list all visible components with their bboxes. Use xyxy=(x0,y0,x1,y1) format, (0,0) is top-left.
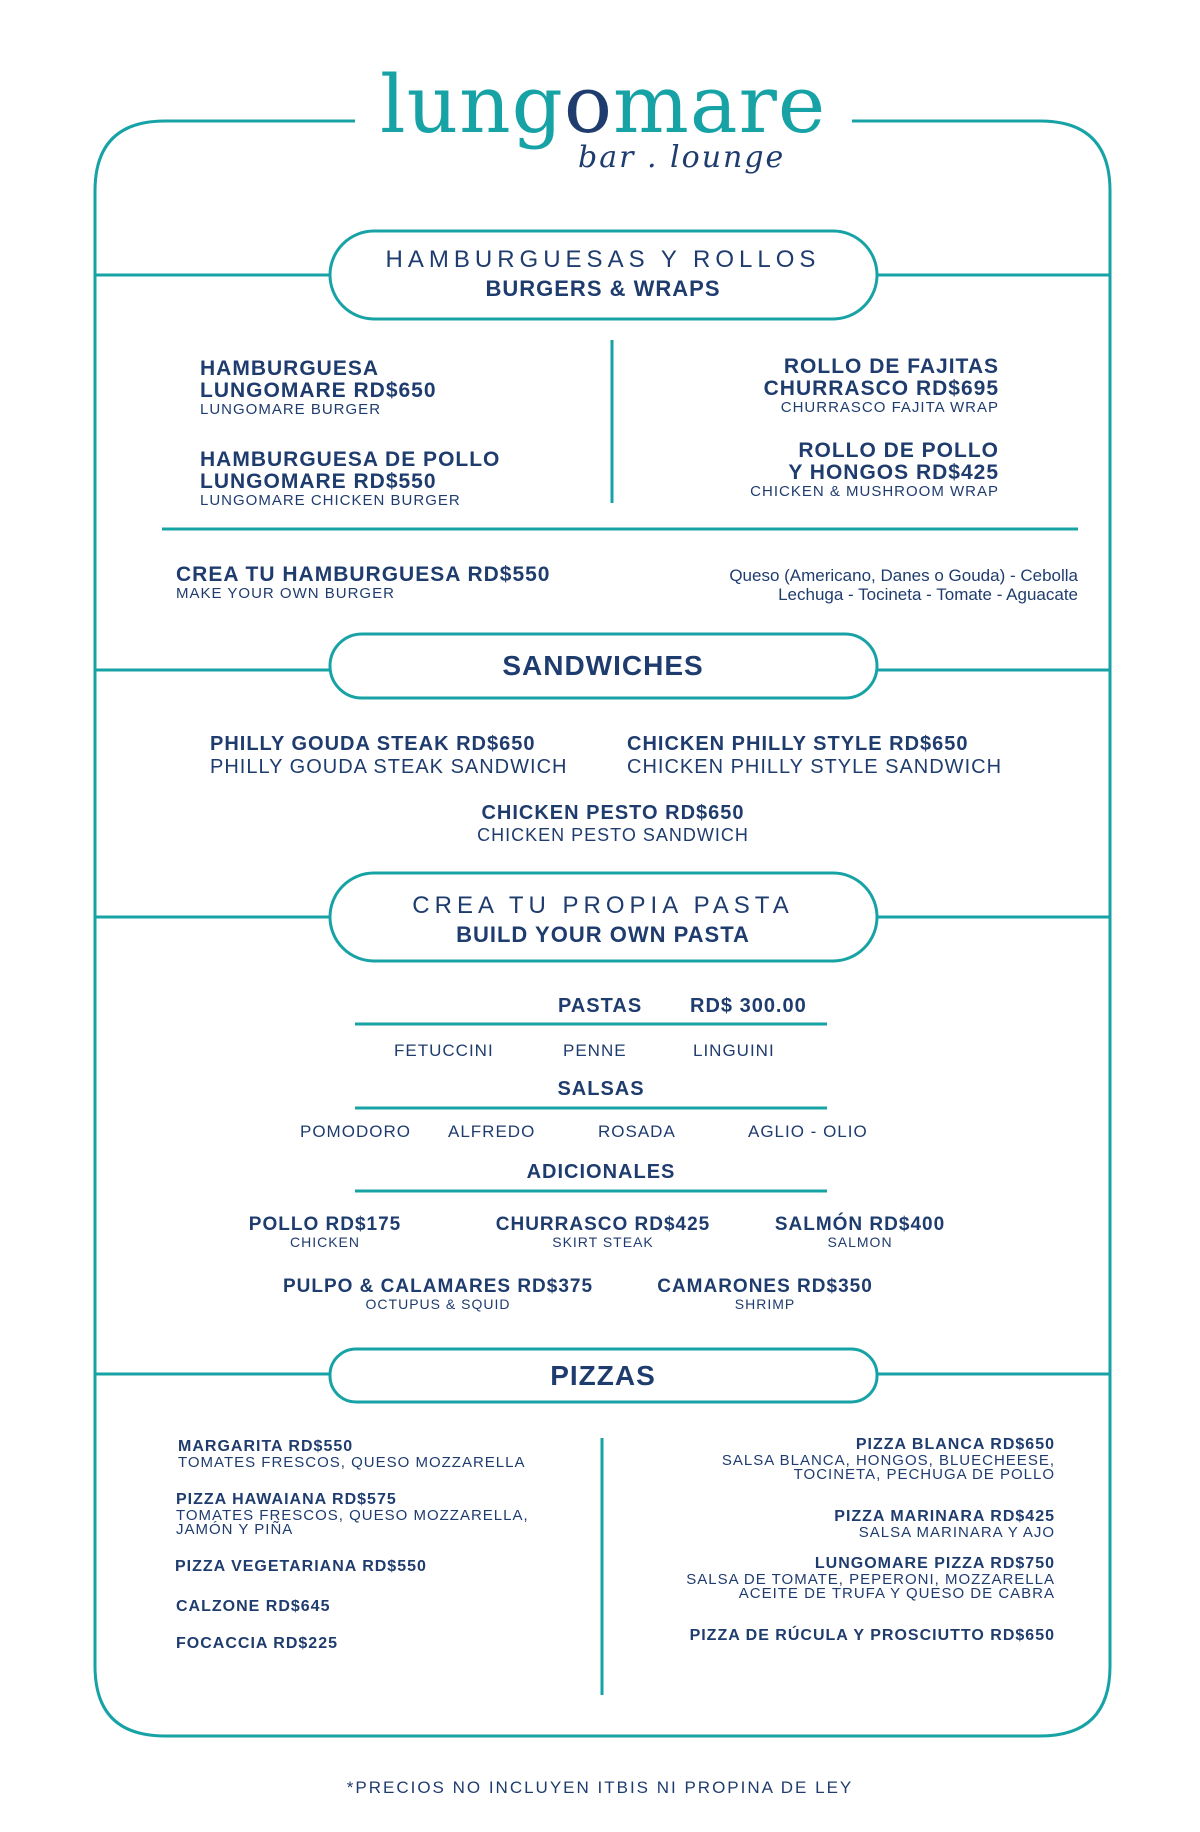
pizza-item xyxy=(175,1558,427,1576)
section-title-pasta xyxy=(333,892,873,948)
pasta-option: PENNE xyxy=(563,1041,627,1060)
item-name: Y HONGOS RD$425 xyxy=(788,461,999,484)
item-name: MARGARITA RD$550 xyxy=(178,1438,354,1455)
item-name: PIZZA MARINARA RD$425 xyxy=(834,1508,1055,1525)
item-name: ROLLO DE FAJITAS xyxy=(783,355,999,378)
item-description: CHURRASCO FAJITA WRAP xyxy=(780,399,999,416)
pizza-item xyxy=(176,1635,338,1653)
item-name: LUNGOMARE RD$650 xyxy=(200,379,437,402)
item-name: PIZZA DE RÚCULA Y PROSCIUTTO RD$650 xyxy=(689,1627,1055,1644)
menu-item xyxy=(200,358,437,418)
pizza-item xyxy=(176,1491,529,1537)
item-description: OCTUPUS & SQUID xyxy=(365,1296,511,1312)
item-name: POLLO RD$175 xyxy=(248,1214,402,1235)
pizza-item xyxy=(620,1436,1055,1482)
item-description: LUNGOMARE CHICKEN BURGER xyxy=(200,492,461,509)
pizza-item xyxy=(178,1438,526,1470)
item-name: SALMÓN RD$400 xyxy=(774,1214,946,1235)
section-title: SANDWICHES xyxy=(502,650,704,681)
item-name: PULPO & CALAMARES RD$375 xyxy=(282,1276,594,1297)
item-description: TOMATES FRESCOS, QUESO MOZZARELLA xyxy=(178,1454,526,1471)
item-name: LUNGOMARE PIZZA RD$750 xyxy=(814,1555,1055,1572)
pasta-option: FETUCCINI xyxy=(394,1041,494,1060)
item-name: PIZZA HAWAIANA RD$575 xyxy=(176,1491,397,1508)
brand-tagline: bar . lounge xyxy=(578,140,786,175)
addon-item xyxy=(745,1214,975,1249)
section-title-pizzas xyxy=(333,1360,873,1392)
section-title-en: BURGERS & WRAPS xyxy=(485,276,721,301)
section-title-burgers xyxy=(333,246,873,302)
item-description: JAMÓN Y PIÑA xyxy=(176,1521,294,1538)
item-description: CHICKEN PESTO SANDWICH xyxy=(477,825,749,845)
pasta-option: LINGUINI xyxy=(693,1041,775,1060)
item-name: CHICKEN PHILLY STYLE RD$650 xyxy=(627,733,969,755)
item-description: CHICKEN PHILLY STYLE SANDWICH xyxy=(627,756,1003,778)
menu-item xyxy=(640,440,999,500)
addon-item xyxy=(458,1214,748,1249)
section-title-sandwiches xyxy=(333,650,873,682)
item-description: MAKE YOUR OWN BURGER xyxy=(176,585,395,602)
options-line: Lechuga - Tocineta - Tomate - Aguacate xyxy=(778,585,1078,604)
options-line: Queso (Americano, Danes o Gouda) - Cebolla xyxy=(729,566,1078,585)
menu-item-custom-burger xyxy=(176,564,551,602)
pizza-item xyxy=(176,1598,330,1616)
item-description: TOCINETA, PECHUGA DE POLLO xyxy=(793,1466,1055,1483)
item-description: TOMATES FRESCOS, QUESO MOZZARELLA, xyxy=(176,1507,529,1524)
item-description: SHRIMP xyxy=(734,1296,796,1312)
brand-name: lungomare xyxy=(380,58,827,151)
item-name: CHICKEN PESTO RD$650 xyxy=(481,802,745,824)
pizza-item xyxy=(600,1627,1055,1645)
menu-item xyxy=(640,356,999,416)
salsa-option: POMODORO xyxy=(300,1122,411,1141)
item-description: PHILLY GOUDA STEAK SANDWICH xyxy=(210,756,568,778)
item-name: CALZONE RD$645 xyxy=(176,1598,331,1615)
footer-note: *PRECIOS NO INCLUYEN ITBIS NI PROPINA DE LEY xyxy=(346,1778,854,1797)
item-name: LUNGOMARE RD$550 xyxy=(200,470,437,493)
item-description: SALSA BLANCA, HONGOS, BLUECHEESE, xyxy=(721,1452,1055,1469)
menu-item xyxy=(627,733,1002,779)
section-title: PIZZAS xyxy=(550,1360,656,1391)
item-description: ACEITE DE TRUFA Y QUESO DE CABRA xyxy=(738,1585,1055,1602)
item-name: CHURRASCO RD$695 xyxy=(763,377,999,400)
pizza-item xyxy=(620,1508,1055,1540)
item-name: CHURRASCO RD$425 xyxy=(495,1214,711,1235)
item-description: SKIRT STEAK xyxy=(552,1234,654,1250)
addon-item xyxy=(258,1276,618,1311)
pastas-label: PASTAS xyxy=(558,995,643,1017)
custom-burger-options xyxy=(620,566,1078,604)
salsa-option: ALFREDO xyxy=(448,1122,536,1141)
item-name: ROLLO DE POLLO xyxy=(798,439,999,462)
item-description: SALMON xyxy=(827,1234,893,1250)
item-description: LUNGOMARE BURGER xyxy=(200,401,382,418)
pastas-price: RD$ 300.00 xyxy=(690,995,807,1017)
item-name: FOCACCIA RD$225 xyxy=(176,1635,338,1652)
menu-item xyxy=(413,802,813,846)
item-name: CREA TU HAMBURGUESA RD$550 xyxy=(176,563,551,586)
item-description: SALSA MARINARA Y AJO xyxy=(858,1524,1055,1541)
brand-logo xyxy=(380,58,827,175)
menu-item xyxy=(210,733,567,779)
item-name: HAMBURGUESA xyxy=(200,357,379,380)
item-name: HAMBURGUESA DE POLLO xyxy=(200,448,501,471)
addon-item xyxy=(220,1214,430,1249)
item-name: CAMARONES RD$350 xyxy=(657,1276,873,1297)
menu-item xyxy=(200,449,500,509)
section-title-es: HAMBURGUESAS Y ROLLOS xyxy=(385,246,821,273)
item-description: SALSA DE TOMATE, PEPERONI, MOZZARELLA xyxy=(686,1571,1055,1588)
section-title-es: CREA TU PROPIA PASTA xyxy=(412,892,794,919)
salsas-label: SALSAS xyxy=(557,1078,645,1100)
item-description: CHICKEN xyxy=(289,1234,360,1250)
item-description: CHICKEN & MUSHROOM WRAP xyxy=(750,483,999,500)
item-name: PIZZA VEGETARIANA RD$550 xyxy=(175,1558,427,1575)
item-name: PHILLY GOUDA STEAK RD$650 xyxy=(210,733,536,755)
addon-item xyxy=(640,1276,890,1311)
adicionales-label: ADICIONALES xyxy=(526,1161,676,1183)
section-title-en: BUILD YOUR OWN PASTA xyxy=(456,922,750,947)
salsa-option: AGLIO - OLIO xyxy=(748,1122,868,1141)
item-name: PIZZA BLANCA RD$650 xyxy=(855,1436,1055,1453)
pizza-item xyxy=(620,1555,1055,1601)
salsa-option: ROSADA xyxy=(598,1122,676,1141)
